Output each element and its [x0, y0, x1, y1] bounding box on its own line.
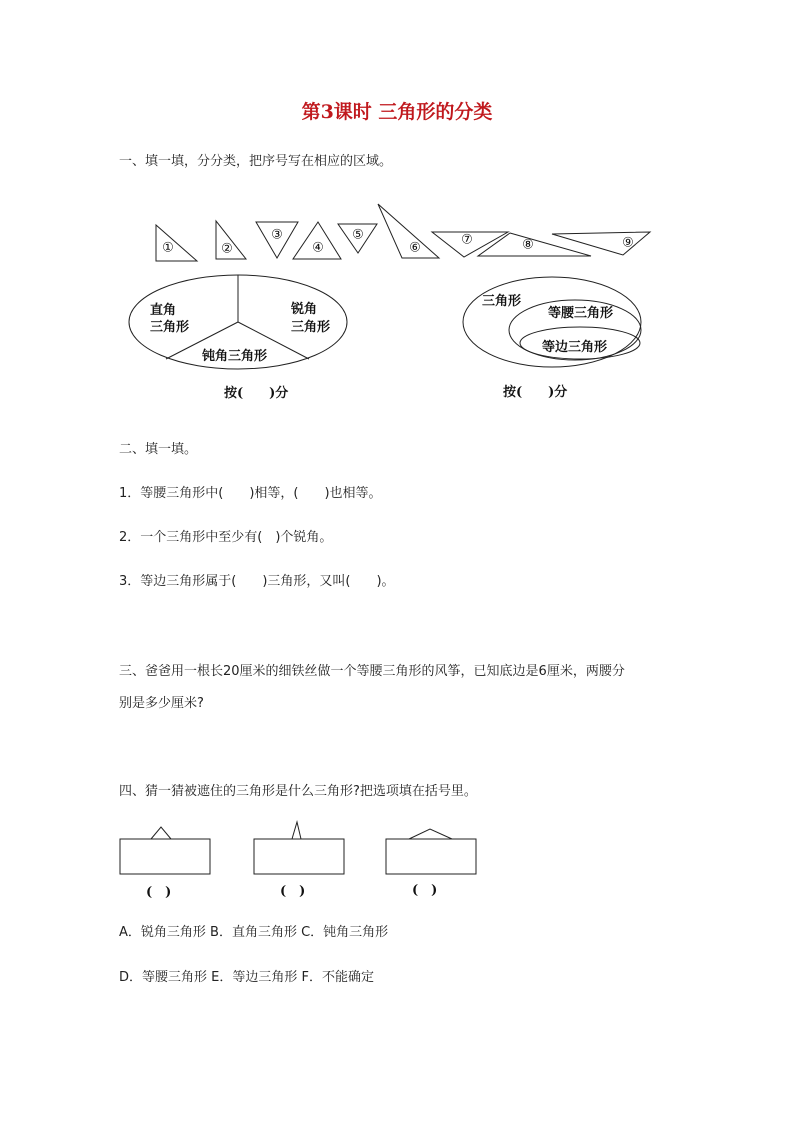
q4-options-line-2: D．等腰三角形 E．等边三角形 F．不能确定 [119, 970, 374, 985]
q1-heading: 一、填一填，分分类，把序号写在相应的区域。 [119, 154, 393, 169]
answer-blank-1: ( ) [146, 885, 172, 900]
answer-blank-3: ( ) [412, 883, 438, 898]
q3-line-2: 别是多少厘米? [119, 696, 204, 711]
q2-item-1: 1．等腰三角形中( )相等，( )也相等。 [119, 486, 382, 501]
acute-triangle-label-2: 三角形 [291, 320, 331, 335]
triangle-7-label: ⑦ [461, 232, 473, 248]
triangle-6-label: ⑥ [409, 240, 421, 256]
triangle-8-label: ⑧ [522, 237, 534, 253]
q2-heading: 二、填一填。 [119, 442, 198, 457]
triangle-set-label: 三角形 [482, 294, 522, 309]
obtuse-triangle-label: 钝角三角形 [202, 349, 268, 364]
triangle-1-label: ① [162, 240, 174, 256]
hidden-triangle-2-tip [292, 822, 301, 839]
cover-box-2 [254, 839, 344, 874]
hidden-triangle-1-tip [151, 827, 171, 839]
triangle-8-shape [478, 233, 591, 256]
q4-heading: 四、猜一猜被遮住的三角形是什么三角形?把选项填在括号里。 [119, 784, 477, 799]
hidden-triangle-3-tip [409, 829, 452, 839]
cover-box-3 [386, 839, 476, 874]
triangle-2-label: ② [221, 241, 233, 257]
triangle-3-label: ③ [271, 227, 283, 243]
answer-blank-2: ( ) [280, 884, 306, 899]
right-triangle-label-1: 直角 [150, 303, 177, 318]
page-title: 第3课时 三角形的分类 [301, 101, 493, 123]
right-caption: 按( )分 [503, 385, 568, 400]
q4-options-line-1: A．锐角三角形 B．直角三角形 C．钝角三角形 [119, 925, 389, 940]
q2-item-2: 2．一个三角形中至少有( )个锐角。 [119, 530, 333, 545]
cover-box-1 [120, 839, 210, 874]
left-caption: 按( )分 [224, 386, 289, 401]
triangle-4-label: ④ [312, 240, 324, 256]
equilateral-set-label: 等边三角形 [542, 340, 608, 355]
q2-item-3: 3．等边三角形属于( )三角形，又叫( )。 [119, 574, 395, 589]
isosceles-set-label: 等腰三角形 [548, 306, 614, 321]
triangle-5-label: ⑤ [352, 227, 364, 243]
triangle-9-shape [552, 232, 650, 255]
right-triangle-label-2: 三角形 [150, 320, 190, 335]
acute-triangle-label-1: 锐角 [291, 302, 318, 317]
triangle-9-label: ⑨ [622, 235, 634, 251]
q3-line-1: 三、爸爸用一根长20厘米的细铁丝做一个等腰三角形的风筝，已知底边是6厘米，两腰分 [119, 664, 625, 679]
